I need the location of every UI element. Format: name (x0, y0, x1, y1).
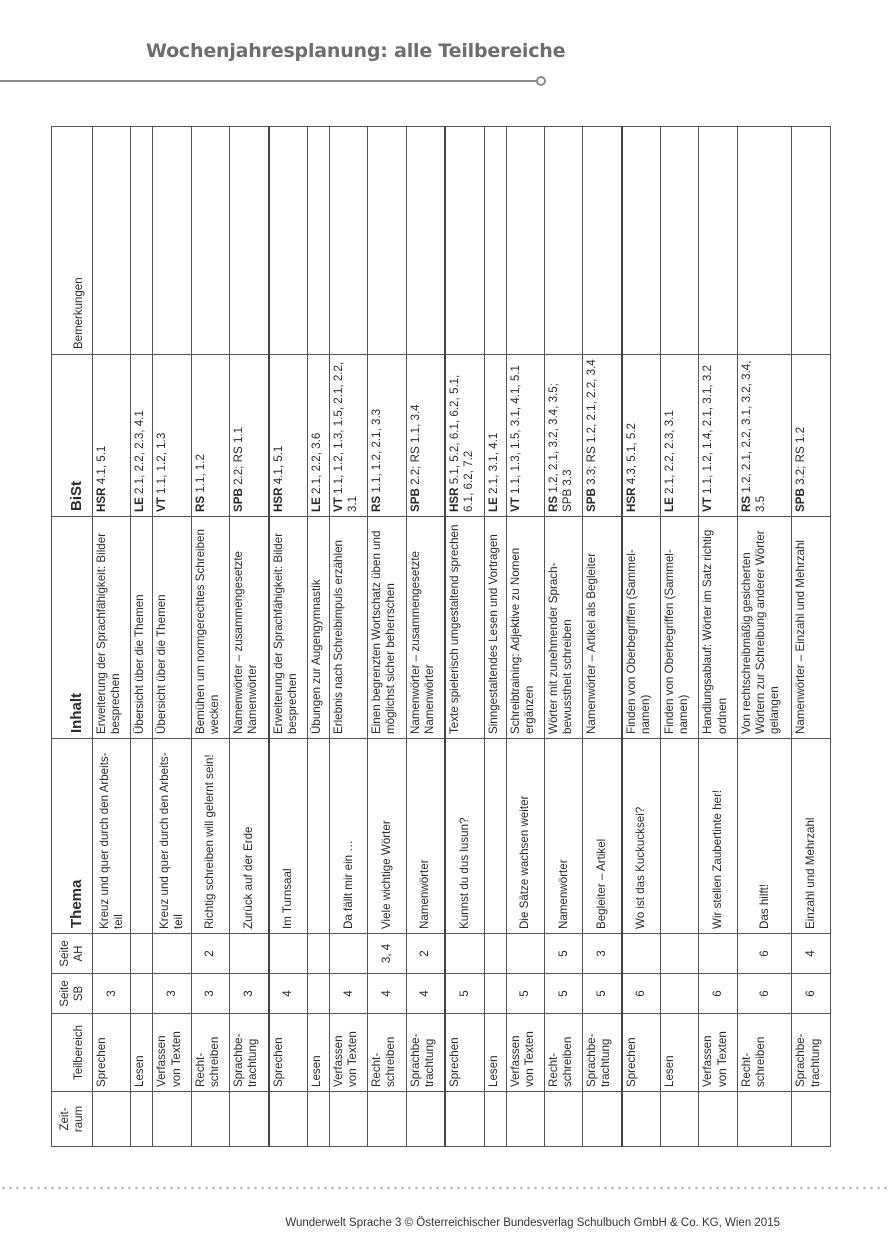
cell-bemerkungen (484, 127, 506, 355)
cell-seite-sb: 5 (544, 974, 582, 1014)
bist-values: 4.1, 5.1 (95, 445, 109, 488)
cell-bemerkungen (792, 127, 831, 355)
bist-key: HSR (271, 487, 285, 512)
cell-bist (661, 355, 699, 517)
cell-zeitraum (484, 1092, 506, 1147)
cell-bist (622, 355, 661, 517)
cell-zeitraum (544, 1092, 582, 1147)
cell-bist (368, 355, 406, 517)
header-seite-ah: Seite AH (52, 934, 93, 974)
bist-values: 2.1, 2.2, 3.6 (309, 432, 323, 498)
cell-zeitraum (93, 1092, 131, 1147)
cell-bemerkungen (406, 127, 445, 355)
bist-key: LE (663, 497, 677, 512)
cell-thema: Wir stellen Zaubertinte her! (699, 739, 737, 934)
table-row (153, 127, 191, 1147)
bist-key: RS (739, 495, 753, 512)
cell-teilbereich: Recht-schreiben (737, 1014, 792, 1092)
bist-values: 4.1, 5.1 (271, 445, 285, 488)
cell-inhalt: Erweiterung der Sprachfähigkeit: Bilder besprechen (93, 517, 131, 739)
cell-zeitraum (269, 1092, 308, 1147)
table-row (330, 127, 368, 1147)
bist-key: SPB (794, 488, 808, 512)
cell-bist (269, 355, 308, 517)
cell-inhalt: Namenwörter – Artikel als Begleiter (583, 517, 622, 739)
cell-seite-ah (330, 934, 368, 974)
cell-teilbereich: Verfassen von Texten (699, 1014, 737, 1092)
cell-seite-sb: 5 (506, 974, 544, 1014)
cell-thema (307, 739, 329, 934)
cell-thema: Einzahl und Mehrzahl (792, 739, 831, 934)
header-bist: BiSt (52, 355, 93, 517)
footer-copyright: Wunderwelt Sprache 3 © Österreichischer Bundesverlag Schulbuch GmbH & Co. KG, Wien 2015 (285, 1217, 780, 1229)
cell-bist (191, 355, 229, 517)
cell-bemerkungen (445, 127, 484, 355)
cell-inhalt: Namenwörter – zusammengesetzte Namenwörter (230, 517, 269, 739)
cell-bemerkungen (737, 127, 792, 355)
cell-inhalt: Schreibtraining: Adjektive zu Nomen ergänzen (506, 517, 544, 739)
cell-teilbereich: Sprachbe-trachtung (230, 1014, 269, 1092)
cell-thema: Im Turnsaal (269, 739, 308, 934)
cell-bemerkungen (544, 127, 582, 355)
cell-inhalt: Finden von Oberbegriffen (Sammel-namen) (622, 517, 661, 739)
dotted-divider (0, 1186, 890, 1190)
bist-key: HSR (624, 487, 638, 512)
table-row (368, 127, 406, 1147)
cell-seite-sb: 4 (406, 974, 445, 1014)
cell-seite-sb: 6 (622, 974, 661, 1014)
bist-key: VT (701, 497, 715, 512)
cell-bemerkungen (699, 127, 737, 355)
cell-teilbereich: Sprachbe-trachtung (406, 1014, 445, 1092)
cell-thema (131, 739, 153, 934)
table-row (737, 127, 792, 1147)
cell-bist (583, 355, 622, 517)
cell-teilbereich: Sprachbe-trachtung (792, 1014, 831, 1092)
cell-thema (484, 739, 506, 934)
bist-values: 2.1, 2.2, 2.3, 3.1 (663, 410, 677, 498)
cell-thema: Richtig schreiben will gelernt sein! (191, 739, 229, 934)
cell-bist (406, 355, 445, 517)
cell-teilbereich: Verfassen von Texten (153, 1014, 191, 1092)
cell-bemerkungen (131, 127, 153, 355)
table-row (699, 127, 737, 1147)
cell-teilbereich: Sprechen (93, 1014, 131, 1092)
cell-inhalt: Namenwörter – zusammengesetzte Namenwörter (406, 517, 445, 739)
cell-inhalt: Erlebnis nach Schreibimpuls erzählen (330, 517, 368, 739)
cell-teilbereich: Recht-schreiben (191, 1014, 229, 1092)
bist-key: HSR (448, 487, 462, 512)
cell-bemerkungen (93, 127, 131, 355)
cell-thema: Zurück auf der Erde (230, 739, 269, 934)
cell-thema: Kunnst du dus lusun? (445, 739, 484, 934)
cell-seite-ah: 4 (792, 934, 831, 974)
cell-inhalt: Erweiterung der Sprachfähigkeit: Bilder besprechen (269, 517, 308, 739)
bist-values: 1.1, 1.2, 2.1, 3.3 (370, 408, 384, 496)
cell-inhalt: Einen begrenzten Wortschatz üben und möglichst sicher beherrschen (368, 517, 406, 739)
bist-key: SPB (408, 488, 422, 512)
cell-bemerkungen (583, 127, 622, 355)
cell-zeitraum (699, 1092, 737, 1147)
cell-bist (93, 355, 131, 517)
cell-bemerkungen (307, 127, 329, 355)
cell-seite-sb (307, 974, 329, 1014)
cell-thema: Die Sätze wachsen weiter (506, 739, 544, 934)
cell-inhalt: Übersicht über die Themen (153, 517, 191, 739)
bist-values: 1.1, 1.2, 1.3, 1.5, 2.1, 2.2, 3.1 (332, 361, 360, 512)
title-rule-end-dot (536, 76, 546, 86)
bist-values: 1.1, 1.2 (193, 453, 207, 496)
cell-seite-ah (230, 934, 269, 974)
cell-bist (153, 355, 191, 517)
cell-teilbereich: Lesen (131, 1014, 153, 1092)
cell-bist (506, 355, 544, 517)
cell-teilbereich: Verfassen von Texten (330, 1014, 368, 1092)
cell-zeitraum (406, 1092, 445, 1147)
cell-teilbereich: Sprechen (445, 1014, 484, 1092)
cell-seite-ah (484, 934, 506, 974)
cell-seite-sb: 4 (269, 974, 308, 1014)
table-row (93, 127, 131, 1147)
bist-key: LE (133, 497, 147, 512)
cell-zeitraum (307, 1092, 329, 1147)
cell-seite-ah (131, 934, 153, 974)
cell-seite-ah: 2 (191, 934, 229, 974)
cell-zeitraum (230, 1092, 269, 1147)
cell-seite-sb: 3 (191, 974, 229, 1014)
page-title: Wochenjahresplanung: alle Teilbereiche (146, 40, 566, 62)
cell-bemerkungen (191, 127, 229, 355)
table-row (191, 127, 229, 1147)
cell-bemerkungen (330, 127, 368, 355)
cell-inhalt: Handlungsablauf: Wörter im Satz richtig ordnen (699, 517, 737, 739)
cell-teilbereich: Recht-schreiben (368, 1014, 406, 1092)
cell-bist (699, 355, 737, 517)
cell-seite-ah (506, 934, 544, 974)
cell-seite-ah (93, 934, 131, 974)
header-zeitraum: Zeit- raum (52, 1092, 93, 1147)
cell-seite-ah (269, 934, 308, 974)
cell-thema: Wo ist das Kuckucksei? (622, 739, 661, 934)
cell-thema (661, 739, 699, 934)
bist-key: VT (332, 497, 345, 512)
cell-bist (544, 355, 582, 517)
bist-values: 1.1, 1.2, 1.3 (155, 432, 169, 498)
bist-values: 1.2, 2.1, 3.2, 3.4, 3.5; SPB 3.3 (546, 383, 575, 512)
header-thema: Thema (52, 739, 93, 934)
cell-bemerkungen (230, 127, 269, 355)
bist-values: 1.1, 1.2, 1.4, 2.1, 3.1, 3.2 (701, 365, 715, 498)
cell-zeitraum (131, 1092, 153, 1147)
cell-inhalt: Finden von Oberbegriffen (Sammel-namen) (661, 517, 699, 739)
cell-thema: Kreuz und quer durch den Arbeits-teil (93, 739, 131, 934)
bist-key: HSR (95, 487, 109, 512)
bist-key: RS (193, 495, 207, 512)
table-row (544, 127, 582, 1147)
cell-seite-sb: 4 (330, 974, 368, 1014)
planning-table-rotated (51, 127, 831, 1147)
bist-key: RS (370, 495, 384, 512)
bist-values: 2.1, 3.1, 4.1 (486, 432, 500, 498)
cell-seite-ah (445, 934, 484, 974)
bist-key: LE (486, 497, 500, 512)
bist-values: 5.1, 5.2, 6.1, 6.2, 5.1, 6.1, 6.2, 7.2 (448, 374, 476, 512)
table-row (661, 127, 699, 1147)
bist-key: VT (508, 497, 522, 512)
bist-values: 4.3, 5.1, 5.2 (624, 423, 638, 488)
table-row (445, 127, 484, 1147)
table-row (583, 127, 622, 1147)
cell-thema: Kreuz und quer durch den Arbeits-teil (153, 739, 191, 934)
title-rule (0, 80, 540, 82)
cell-inhalt: Namenwörter – Einzahl und Mehrzahl (792, 517, 831, 739)
cell-bist (307, 355, 329, 517)
cell-inhalt: Texte spielerisch umgestaltend sprechen (445, 517, 484, 739)
bist-values: 1.1, 1.3, 1.5, 3.1, 4.1, 5.1 (508, 365, 522, 498)
cell-seite-ah (661, 934, 699, 974)
table-row (131, 127, 153, 1147)
cell-teilbereich: Lesen (661, 1014, 699, 1092)
table-row (506, 127, 544, 1147)
cell-thema: Das hilft! (737, 739, 792, 934)
cell-thema: Begleiter – Artikel (583, 739, 622, 934)
header-bemerkungen: Bemerkungen (52, 127, 93, 355)
cell-bist (230, 355, 269, 517)
planning-table (51, 126, 831, 1147)
bist-key: LE (309, 497, 323, 512)
cell-bist (792, 355, 831, 517)
header-teilbereich: Teilbereich (52, 1014, 93, 1092)
bist-key: RS (546, 495, 560, 512)
cell-seite-sb: 5 (445, 974, 484, 1014)
cell-seite-ah (622, 934, 661, 974)
table-row (307, 127, 329, 1147)
cell-seite-sb (661, 974, 699, 1014)
cell-bemerkungen (153, 127, 191, 355)
table-row (269, 127, 308, 1147)
cell-bemerkungen (622, 127, 661, 355)
cell-bemerkungen (661, 127, 699, 355)
cell-zeitraum (737, 1092, 792, 1147)
bist-values: 2.1, 2.2, 2.3, 4.1 (133, 410, 147, 498)
cell-thema: Da fällt mir ein … (330, 739, 368, 934)
cell-seite-sb: 4 (368, 974, 406, 1014)
cell-zeitraum (583, 1092, 622, 1147)
cell-teilbereich: Lesen (307, 1014, 329, 1092)
cell-teilbereich: Recht-schreiben (544, 1014, 582, 1092)
cell-zeitraum (506, 1092, 544, 1147)
cell-seite-ah (153, 934, 191, 974)
cell-seite-sb: 3 (153, 974, 191, 1014)
cell-seite-sb: 6 (737, 974, 792, 1014)
cell-bist (484, 355, 506, 517)
cell-inhalt: Von rechtschreibmäßig gesicherten Wörtern zur Schreibung anderer Wörter gelangen (737, 517, 792, 739)
cell-zeitraum (153, 1092, 191, 1147)
cell-teilbereich: Sprechen (622, 1014, 661, 1092)
header-inhalt: Inhalt (52, 517, 93, 739)
cell-zeitraum (191, 1092, 229, 1147)
table-header-row (52, 127, 93, 1147)
cell-bemerkungen (368, 127, 406, 355)
cell-zeitraum (445, 1092, 484, 1147)
cell-seite-sb (131, 974, 153, 1014)
cell-bist (445, 355, 484, 517)
bist-values: 2.2; RS 1.1, 3.4 (408, 404, 422, 489)
cell-zeitraum (622, 1092, 661, 1147)
table-row (792, 127, 831, 1147)
cell-zeitraum (661, 1092, 699, 1147)
cell-thema: Namenwörter (406, 739, 445, 934)
cell-seite-ah (699, 934, 737, 974)
cell-zeitraum (330, 1092, 368, 1147)
cell-seite-sb: 6 (792, 974, 831, 1014)
bist-key: VT (155, 497, 169, 512)
cell-bist (330, 355, 368, 517)
cell-bemerkungen (269, 127, 308, 355)
cell-seite-sb: 3 (93, 974, 131, 1014)
cell-seite-ah (307, 934, 329, 974)
cell-seite-sb: 5 (583, 974, 622, 1014)
cell-inhalt: Sinngestaltendes Lesen und Vortragen (484, 517, 506, 739)
cell-bist (131, 355, 153, 517)
cell-teilbereich: Sprachbe-trachtung (583, 1014, 622, 1092)
table-row (484, 127, 506, 1147)
cell-thema: Namenwörter (544, 739, 582, 934)
cell-seite-ah: 5 (544, 934, 582, 974)
cell-seite-ah: 2 (406, 934, 445, 974)
cell-thema: Viele wichtige Wörter (368, 739, 406, 934)
header-seite-sb: Seite SB (52, 974, 93, 1014)
bist-values: 2.2; RS 1.1 (232, 426, 246, 489)
cell-teilbereich: Verfassen von Texten (506, 1014, 544, 1092)
cell-bist (737, 355, 792, 517)
table-row (406, 127, 445, 1147)
cell-seite-sb: 6 (699, 974, 737, 1014)
bist-values: 3.2; RS 1.2 (794, 426, 808, 489)
cell-inhalt: Wörter mit zunehmender Sprach-bewusstheit schreiben (544, 517, 582, 739)
table-body (93, 127, 831, 1147)
table-row (622, 127, 661, 1147)
cell-teilbereich: Lesen (484, 1014, 506, 1092)
cell-seite-ah: 3, 4 (368, 934, 406, 974)
bist-key: SPB (232, 488, 246, 512)
cell-seite-ah: 6 (737, 934, 792, 974)
cell-bemerkungen (506, 127, 544, 355)
cell-seite-sb: 3 (230, 974, 269, 1014)
cell-zeitraum (792, 1092, 831, 1147)
cell-teilbereich: Sprechen (269, 1014, 308, 1092)
bist-values: 1.2, 2.1, 2.2, 3.1, 3.2, 3.4, 3.5 (739, 360, 767, 512)
cell-inhalt: Übungen zur Augengymnastik (307, 517, 329, 739)
cell-seite-ah: 3 (583, 934, 622, 974)
cell-seite-sb (484, 974, 506, 1014)
table-row (230, 127, 269, 1147)
bist-key: SPB (585, 488, 599, 512)
bist-values: 3.3; RS 1.2, 2.1, 2.2, 3.4 (585, 359, 599, 489)
cell-zeitraum (368, 1092, 406, 1147)
cell-inhalt: Bemühen um normgerechtes Schreiben wecken (191, 517, 229, 739)
cell-inhalt: Übersicht über die Themen (131, 517, 153, 739)
